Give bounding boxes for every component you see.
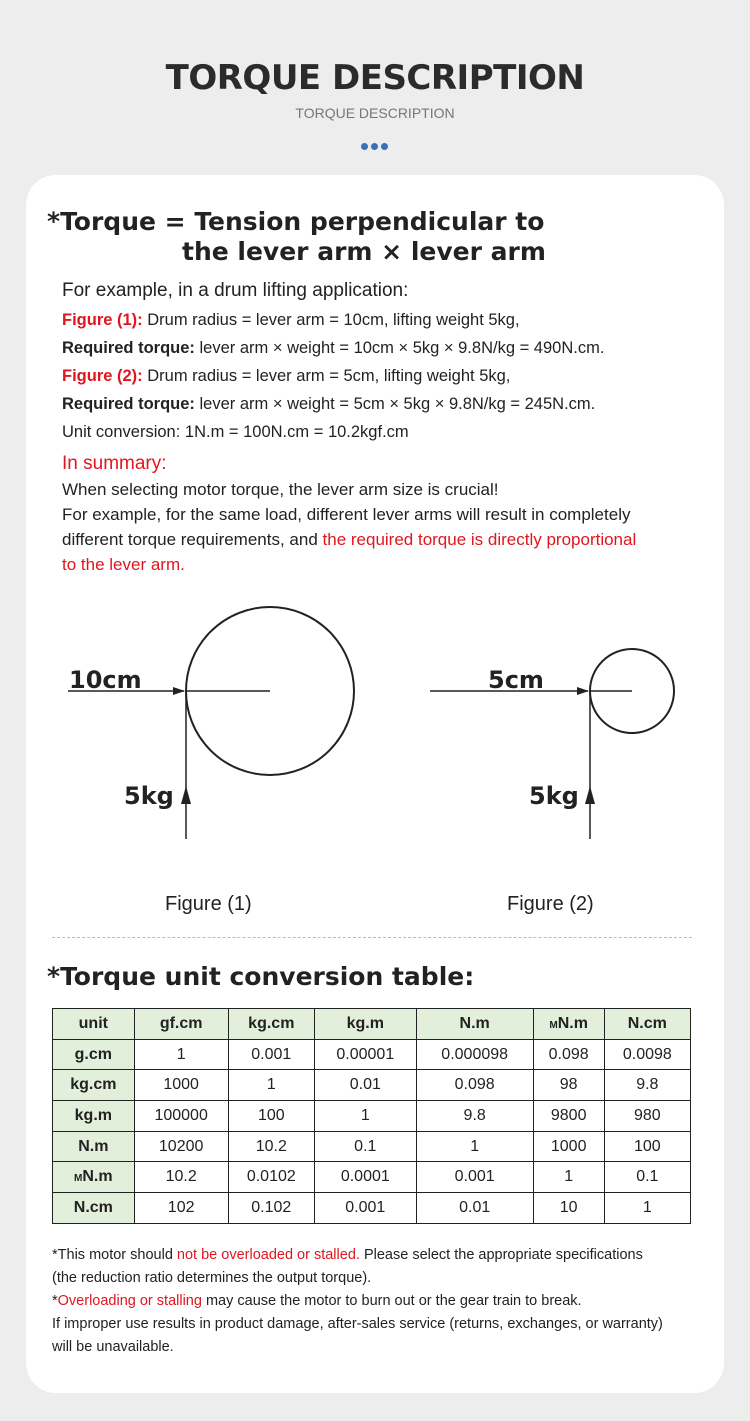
table-row xyxy=(53,1101,691,1132)
table-cell: 10 xyxy=(533,1193,604,1224)
table-cell: 0.01 xyxy=(314,1070,416,1101)
warning-note-1: *This motor should not be overloaded or stalled. Please select the appropriate specifications xyxy=(52,1247,643,1263)
figure1-description: Figure (1): Drum radius = lever arm = 10cm, lifting weight 5kg, xyxy=(62,311,520,329)
header-cell: gf.cm xyxy=(134,1009,228,1040)
table-cell: 9.8 xyxy=(416,1101,533,1132)
table-header-row xyxy=(53,1009,691,1040)
example-lead: For example, in a drum lifting application: xyxy=(62,280,409,301)
formula-line-2: the lever arm × lever arm xyxy=(182,237,546,266)
weight-arrow-2 xyxy=(585,786,595,804)
table-cell: 0.01 xyxy=(416,1193,533,1224)
table-cell: 0.0098 xyxy=(604,1039,690,1070)
table-cell: 1 xyxy=(416,1131,533,1162)
table-cell: 0.098 xyxy=(533,1039,604,1070)
warning-note-5: will be unavailable. xyxy=(52,1339,174,1355)
table-cell: 1 xyxy=(314,1101,416,1132)
table-cell: 100000 xyxy=(134,1101,228,1132)
table-cell: 98 xyxy=(533,1070,604,1101)
table-cell: 1 xyxy=(604,1193,690,1224)
header-cell: N.cm xyxy=(604,1009,690,1040)
required-torque-1: Required torque: lever arm × weight = 10cm × 5kg × 9.8N/kg = 490N.cm. xyxy=(62,339,605,357)
row-header-cell: kg.m xyxy=(53,1101,135,1132)
warning-note-2: (the reduction ratio determines the output torque). xyxy=(52,1270,372,1286)
radius-label-1: 10cm xyxy=(69,666,142,694)
table-cell: 980 xyxy=(604,1101,690,1132)
table-cell: 0.001 xyxy=(416,1162,533,1193)
table-cell: 100 xyxy=(228,1101,314,1132)
formula-line-1: *Torque = Tension perpendicular to xyxy=(47,207,545,236)
page-title: TORQUE DESCRIPTION xyxy=(165,58,585,98)
header-cell: N.m xyxy=(416,1009,533,1040)
table-row xyxy=(53,1162,691,1193)
table-cell: 102 xyxy=(134,1193,228,1224)
figure2-description: Figure (2): Drum radius = lever arm = 5cm, lifting weight 5kg, xyxy=(62,367,511,385)
table-cell: 10200 xyxy=(134,1131,228,1162)
table-cell: 1000 xyxy=(533,1131,604,1162)
summary-line-2: For example, for the same load, different lever arms will result in completely xyxy=(62,505,631,524)
weight-label-2: 5kg xyxy=(529,782,579,810)
header-cell: MN.m xyxy=(533,1009,604,1040)
table-cell: 0.000098 xyxy=(416,1039,533,1070)
row-header-cell: kg.cm xyxy=(53,1070,135,1101)
table-cell: 0.001 xyxy=(228,1039,314,1070)
section-divider xyxy=(52,937,692,938)
table-cell: 0.1 xyxy=(314,1131,416,1162)
warning-note-3: *Overloading or stalling may cause the motor to burn out or the gear train to break. xyxy=(52,1293,582,1309)
summary-line-3: different torque requirements, and the required torque is directly proportional xyxy=(62,530,637,549)
table-row xyxy=(53,1039,691,1070)
conversion-table xyxy=(52,1008,691,1224)
row-header-cell: N.m xyxy=(53,1131,135,1162)
table-title: *Torque unit conversion table: xyxy=(47,962,475,991)
table-cell: 0.00001 xyxy=(314,1039,416,1070)
table-cell: 0.102 xyxy=(228,1193,314,1224)
table-cell: 0.098 xyxy=(416,1070,533,1101)
table-cell: 1 xyxy=(228,1070,314,1101)
summary-line-1: When selecting motor torque, the lever arm size is crucial! xyxy=(62,480,499,499)
header-cell: kg.m xyxy=(314,1009,416,1040)
row-header-cell: g.cm xyxy=(53,1039,135,1070)
figure1-caption: Figure (1) xyxy=(165,893,252,915)
table-cell: 1 xyxy=(533,1162,604,1193)
table-row xyxy=(53,1131,691,1162)
table-cell: 0.001 xyxy=(314,1193,416,1224)
figure2-caption: Figure (2) xyxy=(507,893,594,915)
table-cell: 9.8 xyxy=(604,1070,690,1101)
row-header-cell: N.cm xyxy=(53,1193,135,1224)
page-subtitle: TORQUE DESCRIPTION xyxy=(295,105,455,121)
summary-heading: In summary: xyxy=(62,453,167,474)
row-header-cell: MN.m xyxy=(53,1162,135,1193)
table-cell: 0.0001 xyxy=(314,1162,416,1193)
radius-label-2: 5cm xyxy=(488,666,544,694)
table-cell: 1 xyxy=(134,1039,228,1070)
header-cell: unit xyxy=(53,1009,135,1040)
table-cell: 10.2 xyxy=(228,1131,314,1162)
required-torque-2: Required torque: lever arm × weight = 5cm × 5kg × 9.8N/kg = 245N.cm. xyxy=(62,395,596,413)
table-cell: 0.0102 xyxy=(228,1162,314,1193)
summary-line-4: to the lever arm. xyxy=(62,555,185,574)
table-cell: 9800 xyxy=(533,1101,604,1132)
table-cell: 1000 xyxy=(134,1070,228,1101)
lever-arm-diagram xyxy=(26,590,724,890)
table-cell: 10.2 xyxy=(134,1162,228,1193)
warning-note-4: If improper use results in product damage, after-sales service (returns, exchanges, or warranty) xyxy=(52,1316,663,1332)
header-cell: kg.cm xyxy=(228,1009,314,1040)
weight-arrow-1 xyxy=(181,786,191,804)
weight-label-1: 5kg xyxy=(124,782,174,810)
unit-conversion-note: Unit conversion: 1N.m = 100N.cm = 10.2kgf.cm xyxy=(62,423,409,441)
table-row xyxy=(53,1070,691,1101)
table-cell: 100 xyxy=(604,1131,690,1162)
decorative-dots xyxy=(361,143,388,150)
table-cell: 0.1 xyxy=(604,1162,690,1193)
table-row xyxy=(53,1193,691,1224)
